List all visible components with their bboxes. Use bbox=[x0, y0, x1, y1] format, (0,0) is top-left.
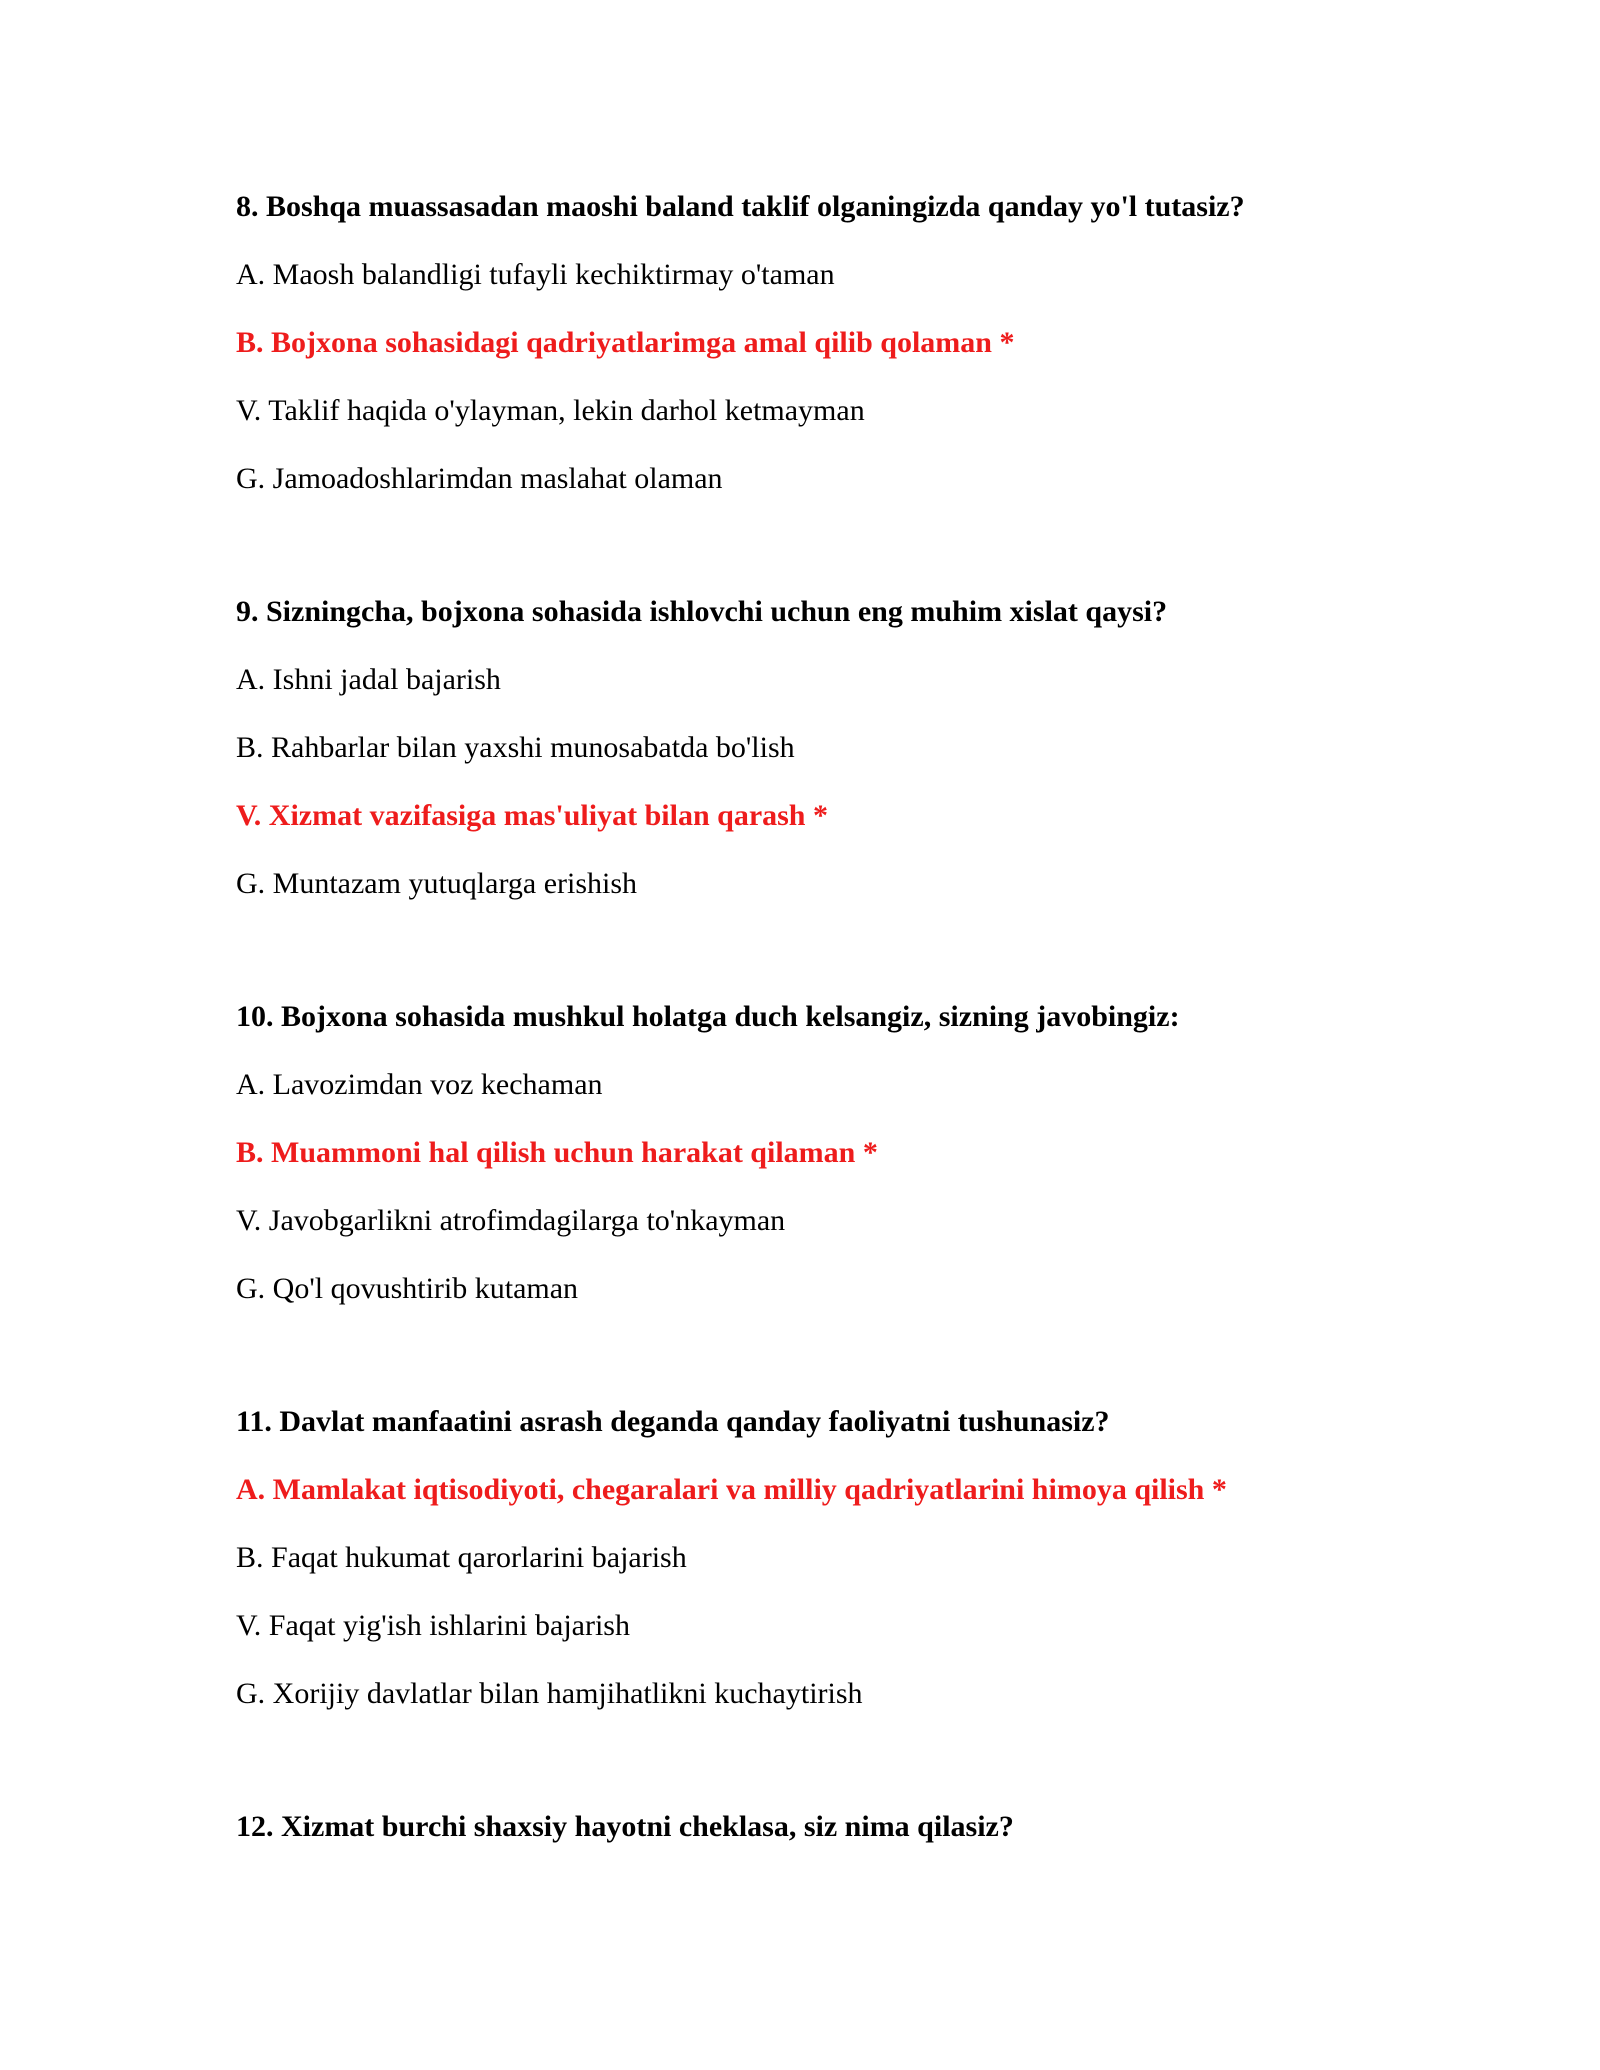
correct-answer-option: B. Muammoni hal qilish uchun harakat qilaman * bbox=[236, 1136, 878, 1169]
question-spacer bbox=[236, 932, 1436, 997]
answer-option: V. Javobgarlikni atrofimdagilarga to'nkayman bbox=[236, 1204, 786, 1237]
answer-option: A. Lavozimdan voz kechaman bbox=[236, 1068, 603, 1101]
question-spacer bbox=[236, 527, 1436, 592]
question-spacer bbox=[236, 1742, 1436, 1807]
answer-option: G. Jamoadoshlarimdan maslahat olaman bbox=[236, 462, 723, 495]
answer-option: G. Xorijiy davlatlar bilan hamjihatlikni kuchaytirish bbox=[236, 1677, 863, 1710]
question-block-8 bbox=[236, 187, 1436, 499]
question-block-11 bbox=[236, 1402, 1436, 1714]
question-block-9 bbox=[236, 592, 1436, 904]
answer-option: G. Muntazam yutuqlarga erishish bbox=[236, 867, 638, 900]
answer-option: B. Rahbarlar bilan yaxshi munosabatda bo'lish bbox=[236, 731, 795, 764]
answer-option: B. Faqat hukumat qarorlarini bajarish bbox=[236, 1541, 687, 1574]
answer-option: V. Taklif haqida o'ylayman, lekin darhol ketmayman bbox=[236, 394, 865, 427]
answer-option: V. Faqat yig'ish ishlarini bajarish bbox=[236, 1609, 630, 1642]
question-title: 11. Davlat manfaatini asrash deganda qanday faoliyatni tushunasiz? bbox=[236, 1405, 1110, 1438]
question-title: 9. Sizningcha, bojxona sohasida ishlovchi uchun eng muhim xislat qaysi? bbox=[236, 595, 1168, 628]
correct-answer-option: A. Mamlakat iqtisodiyoti, chegaralari va milliy qadriyatlarini himoya qilish * bbox=[236, 1473, 1227, 1506]
answer-option: A. Ishni jadal bajarish bbox=[236, 663, 501, 696]
quiz-content bbox=[236, 187, 1436, 1875]
correct-answer-option: V. Xizmat vazifasiga mas'uliyat bilan qarash * bbox=[236, 799, 828, 832]
question-block-12 bbox=[236, 1807, 1436, 1847]
question-block-10 bbox=[236, 997, 1436, 1309]
question-title: 10. Bojxona sohasida mushkul holatga duch kelsangiz, sizning javobingiz: bbox=[236, 1000, 1180, 1033]
question-title: 12. Xizmat burchi shaxsiy hayotni cheklasa, siz nima qilasiz? bbox=[236, 1810, 1014, 1843]
question-title: 8. Boshqa muassasadan maoshi baland taklif olganingizda qanday yo'l tutasiz? bbox=[236, 190, 1245, 223]
answer-option: G. Qo'l qovushtirib kutaman bbox=[236, 1272, 579, 1305]
answer-option: A. Maosh balandligi tufayli kechiktirmay o'taman bbox=[236, 258, 835, 291]
question-spacer bbox=[236, 1337, 1436, 1402]
correct-answer-option: B. Bojxona sohasidagi qadriyatlarimga amal qilib qolaman * bbox=[236, 326, 1015, 359]
